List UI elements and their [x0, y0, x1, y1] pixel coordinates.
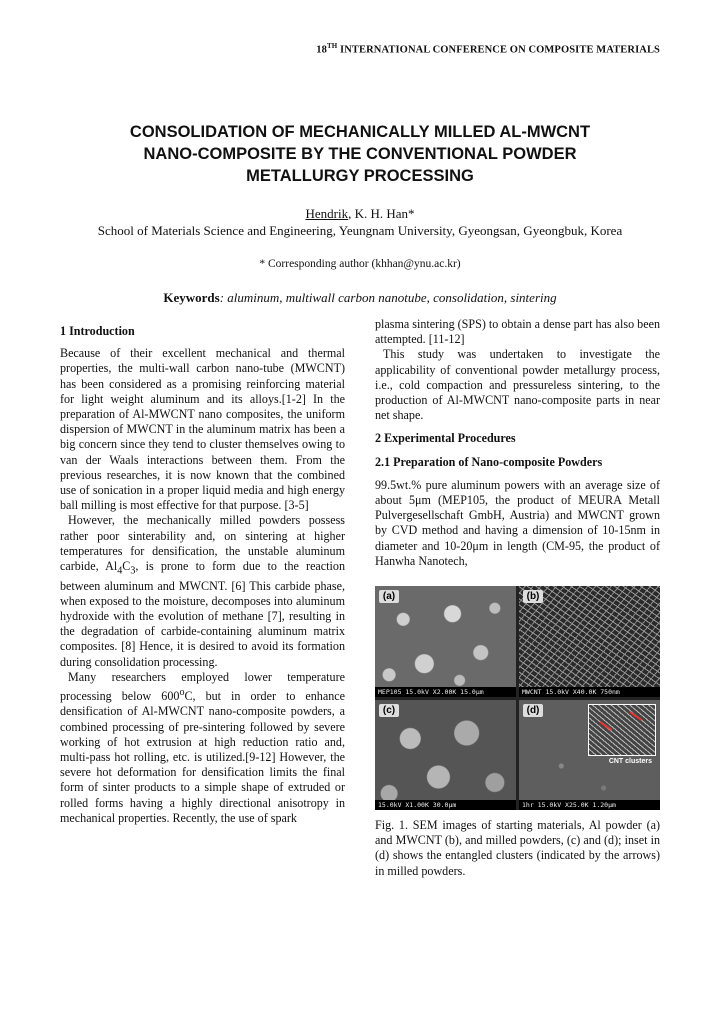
- title-line-1: CONSOLIDATION OF MECHANICALLY MILLED AL-MWCNT: [129, 123, 591, 141]
- inset-label: CNT clusters: [608, 758, 652, 765]
- panel-bar-a: MEP105 15.0kV X2.00K 15.0μm: [375, 687, 516, 697]
- intro-p3-part-b: C, but in order to enhance densification of Al-MWCNT nano-composite powders, a combined processing of pre-sintering followed by severe working of hot extrusion at high reduction ratio and, multi-pass hot rolling, etc. is utilized.[9-12] However, the severe hot deformation for densification limits the final form of sinter products to a simple shape of extruded or rolled forms having a highly directional anisotropy in mechanical properties. Recently, the use of spark: [60, 689, 345, 825]
- intro-p3-part-a: Many researchers employed lower temperature processing below 600: [60, 669, 345, 704]
- intro-p2-sub-1: 4: [117, 565, 123, 577]
- intro-paragraph-3: [60, 670, 345, 826]
- intro-p2-part-c: , is prone to form due to the reaction between aluminum and MWCNT. [6] This carbide phase, when exposed to the moisture, decomposes into aluminum hydroxide with the evolution of methane [7], resulting in the degradation of carbide-containing aluminum matrix composites. [8] Hence, it is desired to avoid its formation during consolidation processing.: [60, 559, 345, 669]
- sem-panel-d: [519, 700, 660, 810]
- section-heading-introduction: 1 Introduction: [60, 324, 135, 338]
- right-paragraph-1: plasma sintering (SPS) to obtain a dense part has also been attempted. [11-12]: [375, 317, 660, 347]
- keywords-label: Keywords: [163, 290, 220, 305]
- intro-p2-part-a: However, the mechanically milled powders possess rather poor sinterability and, on sintering at higher temperatures for densification, the unstable aluminum carbide, Al: [60, 513, 345, 574]
- intro-paragraph-1: Because of their excellent mechanical and thermal properties, the multi-wall carbon nano-tube (MWCNT) has been considered as a promising reinforcing material for light weight aluminum and its alloys.[1-2] In the preparation of Al-MWCNT nano composites, the uniform dispersion of MWCNT in the aluminum matrix has been a big concern since they tend to cluster themselves owing to van der Waals interactions between them. From the previous researches, it is now known that the combined use of sonication in a proper liquid media and high energy ball milling is most effective for that purpose. [3-5]: [60, 346, 345, 513]
- right-paragraph-3: 99.5wt.% pure aluminum powers with an average size of about 5μm (MEP105, the product of MEURA Metall Pulvergesellschaft GmbH, Austria) and MWCNT grown by CVD method and having a dimension of 10-15nm in diameter and 10-20μm in length (CM-95, the product of Hanwha Nanotech,: [375, 477, 660, 568]
- paper-title: [60, 121, 660, 187]
- panel-bar-c: 15.0kV X1.00K 30.0μm: [375, 800, 516, 810]
- intro-p3-sup: o: [179, 687, 185, 699]
- first-author: Hendrik: [305, 206, 349, 221]
- sem-panel-a: [375, 586, 516, 697]
- sem-panel-c: [375, 700, 516, 810]
- header-prefix: 18: [316, 44, 327, 56]
- title-line-2: NANO-COMPOSITE BY THE CONVENTIONAL POWDER: [143, 145, 577, 163]
- title-line-3: METALLURGY PROCESSING: [246, 167, 474, 185]
- panel-label-b: (b): [523, 590, 543, 603]
- section-heading-experimental: 2 Experimental Procedures: [375, 431, 516, 446]
- keywords-text: : aluminum, multiwall carbon nanotube, consolidation, sintering: [219, 290, 557, 305]
- sem-figure: [375, 586, 660, 810]
- panel-bar-d: 1hr 15.0kV X25.0K 1.20μm: [519, 800, 660, 810]
- sem-panel-b: [519, 586, 660, 697]
- panel-label-d: (d): [523, 704, 543, 717]
- other-authors: , K. H. Han*: [348, 206, 415, 221]
- arrow-icon: [630, 711, 643, 721]
- header-sup: TH: [327, 42, 338, 50]
- arrow-icon: [600, 721, 613, 731]
- corresponding-author: * Corresponding author (khhan@ynu.ac.kr): [259, 258, 461, 270]
- subsection-heading-preparation: 2.1 Preparation of Nano-composite Powders: [375, 454, 603, 469]
- sem-inset: [588, 704, 656, 756]
- left-column: [60, 324, 345, 826]
- panel-bar-b: MWCNT 15.0kV X40.0K 750nm: [519, 687, 660, 697]
- affiliation: School of Materials Science and Engineering, Yeungnam University, Gyeongsan, Gyeongbuk, Korea: [97, 223, 623, 238]
- panel-label-a: (a): [379, 590, 399, 603]
- keywords: [60, 290, 660, 306]
- header-text: INTERNATIONAL CONFERENCE ON COMPOSITE MATERIALS: [337, 44, 660, 56]
- intro-paragraph-2: [60, 513, 345, 669]
- right-column: [375, 317, 660, 569]
- intro-p2-part-b: C: [122, 559, 131, 574]
- authors: [60, 206, 660, 222]
- panel-label-c: (c): [379, 704, 399, 717]
- right-paragraph-2: This study was undertaken to investigate the applicability of conventional powder metallurgy process, i.e., cold compaction and pressureless sintering, to the production of Al-MWCNT nano-composite parts in near net shape.: [375, 347, 660, 423]
- figure-caption: Fig. 1. SEM images of starting materials, Al powder (a) and MWCNT (b), and milled powders, (c) and (d); inset in (d) shows the entangled clusters (indicated by the arrows) in milled powders.: [375, 818, 660, 878]
- intro-p2-sub-2: 3: [130, 565, 136, 577]
